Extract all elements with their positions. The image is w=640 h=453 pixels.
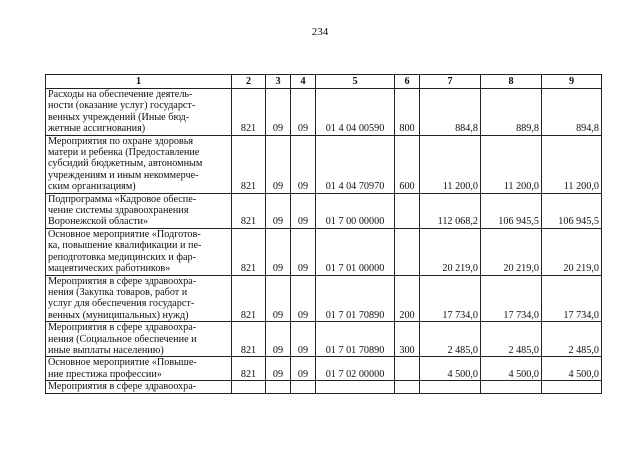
amount-cell: 106 945,5 — [481, 193, 542, 228]
ministry-code-cell: 821 — [232, 89, 266, 136]
description-cell — [46, 357, 232, 381]
description-line: услуг для обеспечения государст- — [48, 298, 195, 310]
page-number: 234 — [311, 26, 329, 38]
description-line: мацевтических работников» — [48, 263, 171, 275]
target-article-cell: 01 7 01 00000 — [316, 228, 395, 275]
amount-cell: 17 734,0 — [542, 275, 602, 322]
amount-cell: 20 219,0 — [542, 228, 602, 275]
description-line: Основное мероприятие «Подготов- — [48, 228, 201, 240]
amount-cell: 11 200,0 — [481, 135, 542, 193]
amount-cell: 894,8 — [542, 89, 602, 136]
expense-type-cell: 200 — [395, 275, 420, 322]
description-cell — [46, 135, 232, 193]
ministry-code-cell: 821 — [232, 322, 266, 357]
description-line: матери и ребенка (Предоставление — [48, 147, 200, 159]
amount-cell: 4 500,0 — [420, 357, 481, 381]
description-cell — [46, 193, 232, 228]
amount-cell: 17 734,0 — [420, 275, 481, 322]
amount-cell: 20 219,0 — [481, 228, 542, 275]
description-cell — [46, 228, 232, 275]
description-line: ка, повышение квалификации и пе- — [48, 240, 202, 252]
subsection-code-cell — [291, 381, 316, 393]
expense-type-cell — [395, 228, 420, 275]
description-line: Расходы на обеспечение деятель- — [48, 89, 193, 100]
column-header: 6 — [395, 75, 420, 89]
description-line: учреждениям и иным некоммерче- — [48, 169, 199, 181]
description-cell — [46, 275, 232, 322]
target-article-cell: 01 4 04 00590 — [316, 89, 395, 136]
amount-cell: 17 734,0 — [481, 275, 542, 322]
budget-table — [45, 74, 602, 394]
column-header: 7 — [420, 75, 481, 89]
table-row — [46, 135, 602, 193]
expense-type-cell: 600 — [395, 135, 420, 193]
ministry-code-cell: 821 — [232, 275, 266, 322]
amount-cell: 2 485,0 — [542, 322, 602, 357]
column-header: 1 — [46, 75, 232, 89]
ministry-code-cell: 821 — [232, 357, 266, 381]
section-code-cell: 09 — [266, 322, 291, 357]
subsection-code-cell: 09 — [291, 135, 316, 193]
ministry-code-cell — [232, 381, 266, 393]
description-line: Мероприятия в сфере здравоохра- — [48, 381, 197, 393]
target-article-cell: 01 7 01 70890 — [316, 275, 395, 322]
subsection-code-cell: 09 — [291, 357, 316, 381]
table-row — [46, 275, 602, 322]
description-line: ности (оказание услуг) государст- — [48, 100, 196, 112]
column-header: 3 — [266, 75, 291, 89]
amount-cell — [481, 381, 542, 393]
subsection-code-cell: 09 — [291, 89, 316, 136]
table-row — [46, 381, 602, 393]
description-line: Мероприятия по охране здоровья — [48, 135, 194, 147]
description-line: Основное мероприятие «Повыше- — [48, 357, 197, 369]
expense-type-cell: 300 — [395, 322, 420, 357]
subsection-code-cell: 09 — [291, 228, 316, 275]
subsection-code-cell: 09 — [291, 193, 316, 228]
expense-type-cell — [395, 193, 420, 228]
description-cell — [46, 89, 232, 136]
ministry-code-cell: 821 — [232, 193, 266, 228]
description-line: Мероприятия в сфере здравоохра- — [48, 275, 197, 287]
amount-cell: 112 068,2 — [420, 193, 481, 228]
amount-cell: 889,8 — [481, 89, 542, 136]
description-line: ние престижа профессии» — [48, 368, 162, 380]
description-line: реподготовка медицинских и фар- — [48, 251, 197, 263]
description-line: иные выплаты населению) — [48, 344, 164, 356]
amount-cell: 2 485,0 — [481, 322, 542, 357]
amount-cell — [542, 381, 602, 393]
target-article-cell — [316, 381, 395, 393]
description-line: ским организациям) — [48, 181, 136, 193]
description-cell — [46, 322, 232, 357]
column-header: 2 — [232, 75, 266, 89]
description-line: субсидий бюджетным, автономным — [48, 158, 203, 170]
section-code-cell: 09 — [266, 135, 291, 193]
expense-type-cell: 800 — [395, 89, 420, 136]
column-header: 8 — [481, 75, 542, 89]
target-article-cell: 01 7 00 00000 — [316, 193, 395, 228]
description-line: Воронежской области» — [48, 216, 149, 228]
section-code-cell: 09 — [266, 357, 291, 381]
description-line: Подпрограмма «Кадровое обеспе- — [48, 193, 197, 205]
section-code-cell: 09 — [266, 275, 291, 322]
description-line: Мероприятия в сфере здравоохра- — [48, 322, 197, 334]
amount-cell: 884,8 — [420, 89, 481, 136]
amount-cell: 4 500,0 — [542, 357, 602, 381]
column-header: 9 — [542, 75, 602, 89]
description-line: венных (муниципальных) нужд) — [48, 309, 189, 321]
section-code-cell — [266, 381, 291, 393]
amount-cell — [420, 381, 481, 393]
target-article-cell: 01 4 04 70970 — [316, 135, 395, 193]
table-row — [46, 193, 602, 228]
table-row — [46, 357, 602, 381]
target-article-cell: 01 7 01 70890 — [316, 322, 395, 357]
target-article-cell: 01 7 02 00000 — [316, 357, 395, 381]
ministry-code-cell: 821 — [232, 135, 266, 193]
expense-type-cell — [395, 381, 420, 393]
amount-cell: 2 485,0 — [420, 322, 481, 357]
description-line: чение системы здравоохранения — [48, 205, 189, 217]
expense-type-cell — [395, 357, 420, 381]
amount-cell: 11 200,0 — [542, 135, 602, 193]
column-header: 4 — [291, 75, 316, 89]
amount-cell: 4 500,0 — [481, 357, 542, 381]
table-row — [46, 89, 602, 136]
amount-cell: 106 945,5 — [542, 193, 602, 228]
column-header: 5 — [316, 75, 395, 89]
section-code-cell: 09 — [266, 228, 291, 275]
header-row — [46, 75, 602, 89]
amount-cell: 20 219,0 — [420, 228, 481, 275]
table-row — [46, 228, 602, 275]
section-code-cell: 09 — [266, 89, 291, 136]
subsection-code-cell: 09 — [291, 322, 316, 357]
table-row — [46, 322, 602, 357]
subsection-code-cell: 09 — [291, 275, 316, 322]
section-code-cell: 09 — [266, 193, 291, 228]
description-line: нения (Социальное обеспечение и — [48, 333, 197, 345]
description-line: венных учреждений (Иные бюд- — [48, 111, 190, 123]
description-line: жетные ассигнования) — [48, 123, 146, 135]
amount-cell: 11 200,0 — [420, 135, 481, 193]
ministry-code-cell: 821 — [232, 228, 266, 275]
description-cell — [46, 381, 232, 393]
description-line: нения (Закупка товаров, работ и — [48, 286, 188, 298]
